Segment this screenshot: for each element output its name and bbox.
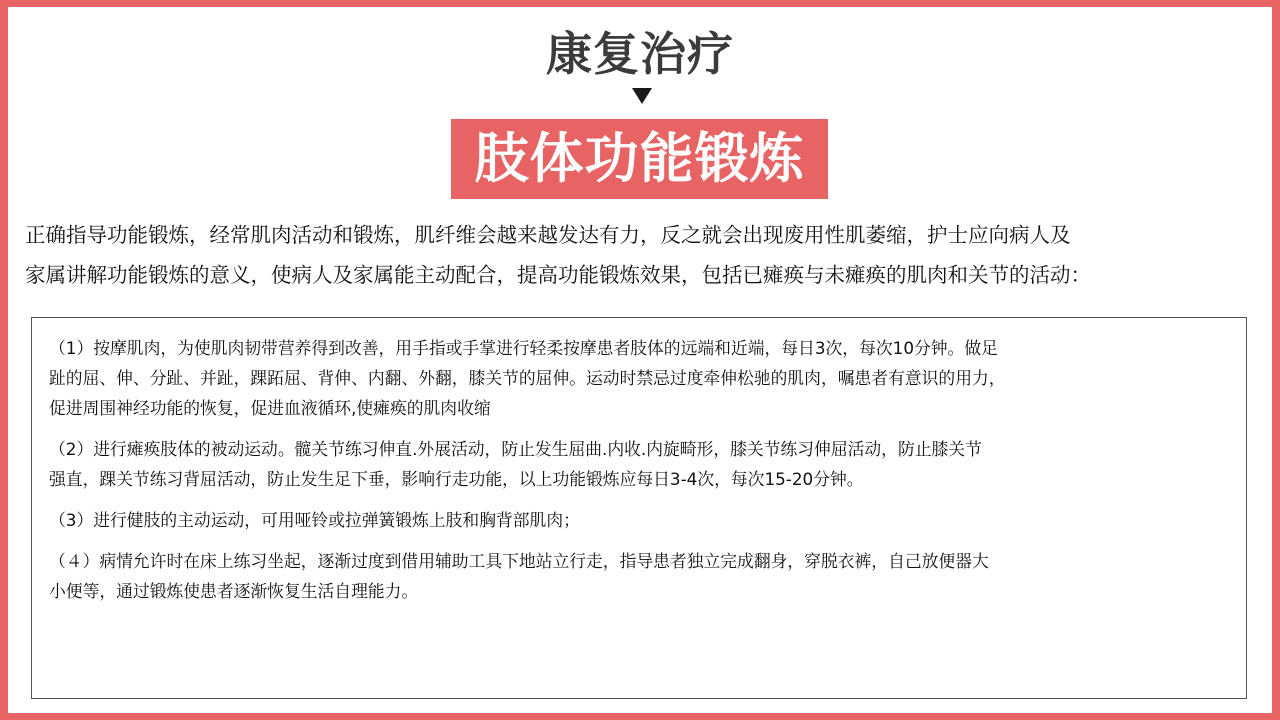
list-item-line: （４）病情允许时在床上练习坐起，逐渐过度到借用辅助工具下地站立行走，指导患者独立完成翻身，穿脱衣裤，自己放便器大: [49, 551, 989, 571]
intro-paragraph: [25, 215, 1265, 295]
list-item-line: （1）按摩肌肉，为使肌肉韧带营养得到改善，用手指或手掌进行轻柔按摩患者肢体的远端和近端，每日3次，每次10分钟。做足: [49, 338, 998, 358]
list-item: [49, 434, 1239, 494]
intro-line: 正确指导功能锻炼，经常肌肉活动和锻炼，肌纤维会越来越发达有力，反之就会出现废用性肌萎缩，护士应向病人及: [25, 223, 1071, 247]
intro-line: 家属讲解功能锻炼的意义，使病人及家属能主动配合，提高功能锻炼效果，包括已瘫痪与未瘫痪的肌肉和关节的活动：: [25, 263, 1091, 287]
list-item-line: （2）进行瘫痪肢体的被动运动。髋关节练习伸直.外展活动，防止发生屈曲.内收.内旋畸形，膝关节练习伸屈活动，防止膝关节: [49, 439, 982, 459]
list-item-line: 趾的屈、伸、分趾、并趾，踝跖屈、背伸、内翻、外翻，膝关节的屈伸。运动时禁忌过度牵伸松驰的肌肉，嘱患者有意识的用力，: [49, 368, 1006, 388]
list-item: [49, 546, 1239, 606]
exercise-list-box: [31, 317, 1247, 699]
list-item: [49, 505, 1239, 535]
list-item-line: （3）进行健肢的主动运动，可用哑铃或拉弹簧锻炼上肢和胸背部肌肉；: [49, 510, 580, 530]
list-item-line: 强直，踝关节练习背屈活动，防止发生足下垂，影响行走功能，以上功能锻炼应每日3-4次，每次15-20分钟。: [49, 469, 864, 489]
slide-title: 康复治疗: [546, 27, 734, 81]
section-banner: 肢体功能锻炼: [451, 119, 828, 199]
list-item: [49, 333, 1239, 423]
exercise-list: [49, 333, 1239, 617]
slide: [8, 7, 1272, 713]
list-item-line: 促进周围神经功能的恢复，促进血液循环,使瘫痪的肌肉收缩: [49, 398, 491, 418]
list-item-line: 小便等，通过锻炼使患者逐渐恢复生活自理能力。: [49, 581, 419, 601]
down-arrow-icon: [632, 88, 652, 104]
